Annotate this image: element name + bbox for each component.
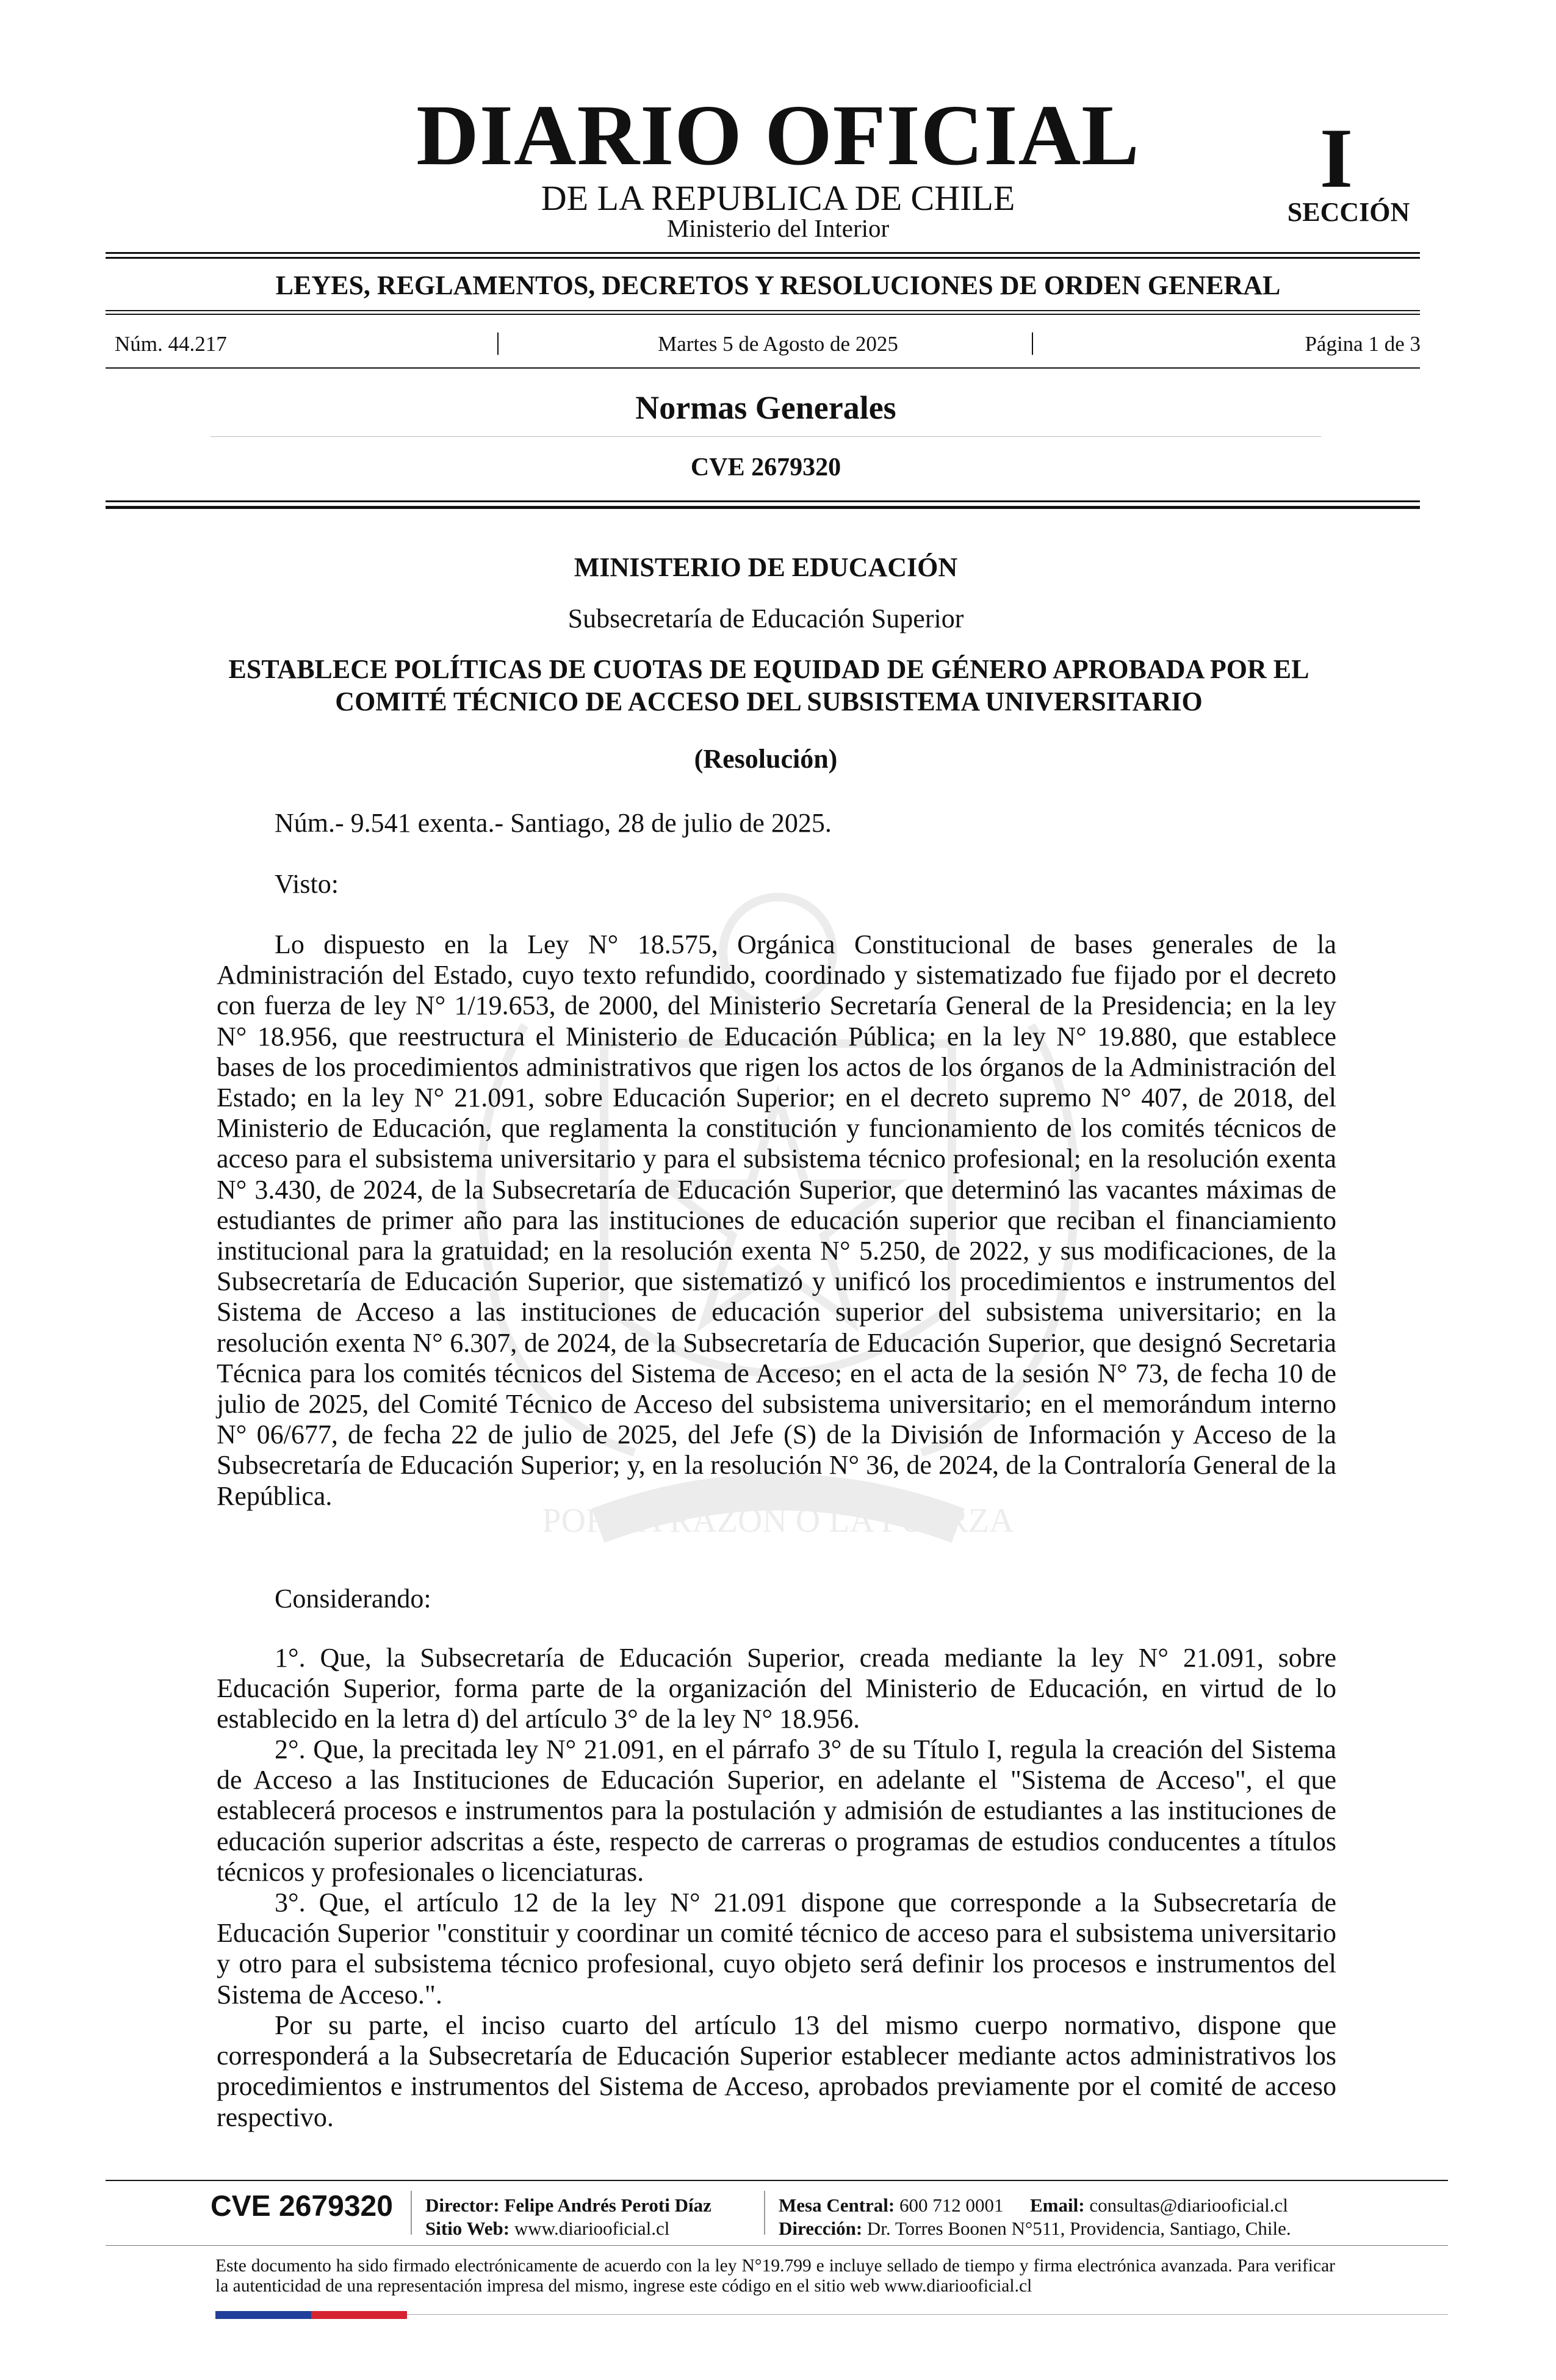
address-label: Dirección:	[779, 2218, 863, 2239]
considerando-paragraph-1: 1°. Que, la Subsecretaría de Educación Superior, creada mediante la ley N° 21.091, sobre Educación Superior, forma parte de la organización del Ministerio de Educación, en virtud de lo establecido en la letra d) del artículo 3° de la ley N° 18.956.	[217, 1643, 1336, 1734]
cve-code: CVE 2679320	[690, 453, 841, 481]
footer-divider	[764, 2191, 765, 2235]
phone-number: 600 712 0001	[899, 2194, 1004, 2216]
visto-paragraph: Lo dispuesto en la Ley N° 18.575, Orgánica Constitucional de bases generales de la Administración del Estado, cuyo texto refundido, coordinado y sistematizado fue fijado por el decreto con fuerza de ley N° 1/19.653, de 2000, del Ministerio Secretaría General de la Presidencia; en la ley N° 18.956, que reestructura el Ministerio de Educación Pública; en la ley N° 19.880, que establece bases de los procedimientos administrativos que rigen los actos de los órganos de la Administración del Estado; en la ley N° 21.091, sobre Educación Superior; en el decreto supremo N° 407, de 2018, del Ministerio de Educación, que reglamenta la constitución y funcionamiento de los comités técnicos de acceso para el subsistema universitario y para el subsistema técnico profesional; en la resolución exenta N° 3.430, de 2024, de la Subsecretaría de Educación Superior, que determinó las vacantes máximas de estudiantes de primer año para las instituciones de educación superior que reciban el financiamiento institucional para la gratuidad; en la resolución exenta N° 5.250, de 2022, y sus modificaciones, de la Subsecretaría de Educación Superior, que sistematizó y unificó los procedimientos e instrumentos del Sistema de Acceso a las instituciones de educación superior del subsistema universitario; en la resolución exenta N° 6.307, de 2024, de la Subsecretaría de Educación Superior, que designó Secretaria Técnica para los comités técnicos del Sistema de Acceso; en el acta de la sesión N° 73, de fecha 10 de julio de 2025, del Comité Técnico de Acceso del subsistema universitario; en el memorándum interno N° 06/677, de fecha 22 de julio de 2025, del Jefe (S) de la División de Información y Acceso de la Subsecretaría de Educación Superior; y, en la resolución N° 36, de 2024, de la Contraloría General de la República.	[217, 929, 1336, 1511]
email-label: Email:	[1030, 2194, 1085, 2216]
subsecretaria-name: Subsecretaría de Educación Superior	[567, 604, 964, 633]
footer-divider	[411, 2191, 412, 2235]
email-link[interactable]: consultas@diariooficial.cl	[1089, 2194, 1288, 2216]
heading-rule	[106, 500, 1420, 502]
masthead-rule	[106, 257, 1420, 259]
footer-contact	[779, 2196, 1288, 2215]
resolution-number-date: Núm.- 9.541 exenta.- Santiago, 28 de julio de 2025.	[275, 808, 832, 838]
masthead-ministry: Ministerio del Interior	[666, 214, 890, 242]
info-separator: |	[495, 328, 501, 355]
section-heading: Normas Generales	[635, 389, 896, 426]
footer-rule	[106, 2245, 1448, 2246]
masthead-rule	[106, 252, 1420, 254]
info-bar-rule	[106, 367, 1420, 369]
laws-banner: LEYES, REGLAMENTOS, DECRETOS Y RESOLUCIONES DE ORDEN GENERAL	[275, 270, 1281, 300]
section-roman-numeral: I	[1319, 111, 1353, 206]
considerando-paragraph-4: Por su parte, el inciso cuarto del artículo 13 del mismo cuerpo normativo, dispone que corresponderá a la Subsecretaría de Educación Superior establecer mediante actos administrativos los procedimientos e instrumentos del Sistema de Acceso, aprobados previamente por el comité de acceso respectivo.	[217, 2010, 1336, 2132]
heading-divider	[211, 436, 1321, 437]
footer-website	[425, 2219, 669, 2238]
footer-bottom-rule	[407, 2314, 1448, 2315]
masthead-title: DIARIO OFICIAL	[416, 87, 1140, 183]
phone-label: Mesa Central:	[779, 2194, 895, 2216]
watermark-motto: POR LA RAZÓN O LA FUERZA	[542, 1502, 1014, 1540]
page-indicator: Página 1 de 3	[1305, 332, 1421, 356]
issue-date: Martes 5 de Agosto de 2025	[658, 332, 898, 356]
info-separator: |	[1030, 328, 1036, 355]
visto-heading: Visto:	[275, 869, 339, 899]
resolution-title: ESTABLECE POLÍTICAS DE CUOTAS DE EQUIDAD DE GÉNERO APROBADA POR EL COMITÉ TÉCNICO DE ACCESO DEL SUBSISTEMA UNIVERSITARIO	[228, 654, 1309, 716]
issue-number: Núm. 44.217	[115, 332, 227, 356]
director-name: Felipe Andrés Peroti Díaz	[504, 2194, 711, 2216]
heading-rule	[106, 506, 1420, 509]
address-text: Dr. Torres Boonen N°511, Providencia, Santiago, Chile.	[866, 2218, 1291, 2239]
footer-director	[425, 2196, 711, 2215]
flag-stripe-blue	[215, 2311, 311, 2319]
banner-rule	[106, 310, 1420, 311]
section-label: SECCIÓN	[1287, 197, 1410, 227]
footer-cve: CVE 2679320	[211, 2190, 393, 2223]
website-label: Sitio Web:	[425, 2218, 510, 2239]
masthead-subtitle: DE LA REPUBLICA DE CHILE	[541, 178, 1015, 218]
document-type: (Resolución)	[694, 744, 838, 774]
ministry-name: MINISTERIO DE EDUCACIÓN	[574, 552, 958, 582]
considerando-heading: Considerando:	[275, 1584, 431, 1614]
flag-stripe-red	[311, 2311, 407, 2319]
footer-address	[779, 2219, 1291, 2238]
website-link[interactable]: www.diariooficial.cl	[514, 2218, 670, 2239]
considerando-paragraph-2: 2°. Que, la precitada ley N° 21.091, en el párrafo 3° de su Título I, regula la creación del Sistema de Acceso a las Instituciones de Educación Superior, en adelante el "Sistema de Acceso", el que establecerá procesos e instrumentos para la postulación y admisión de estudiantes a las instituciones de educación superior adscritas a éste, respecto de carreras o programas de estudios conducentes a títulos técnicos y profesionales o licenciaturas.	[217, 1734, 1336, 1887]
considerando-paragraph-3: 3°. Que, el artículo 12 de la ley N° 21.091 dispone que corresponde a la Subsecretaría de Educación Superior "constituir y coordinar un comité técnico de acceso para el subsistema universitario y otro para el subsistema técnico profesional, cuyo objeto será definir los procesos e instrumentos del Sistema de Acceso.".	[217, 1888, 1336, 2010]
signature-note: Este documento ha sido firmado electrónicamente de acuerdo con la ley N°19.799 e incluye sellado de tiempo y firma electrónica avanzada. Para verificar la autenticidad de una representación impresa del mismo, ingrese este código en el sitio web www.diariooficial.cl	[215, 2256, 1335, 2296]
director-label: Director:	[425, 2194, 500, 2216]
footer-rule	[106, 2180, 1448, 2181]
banner-rule	[106, 314, 1420, 315]
